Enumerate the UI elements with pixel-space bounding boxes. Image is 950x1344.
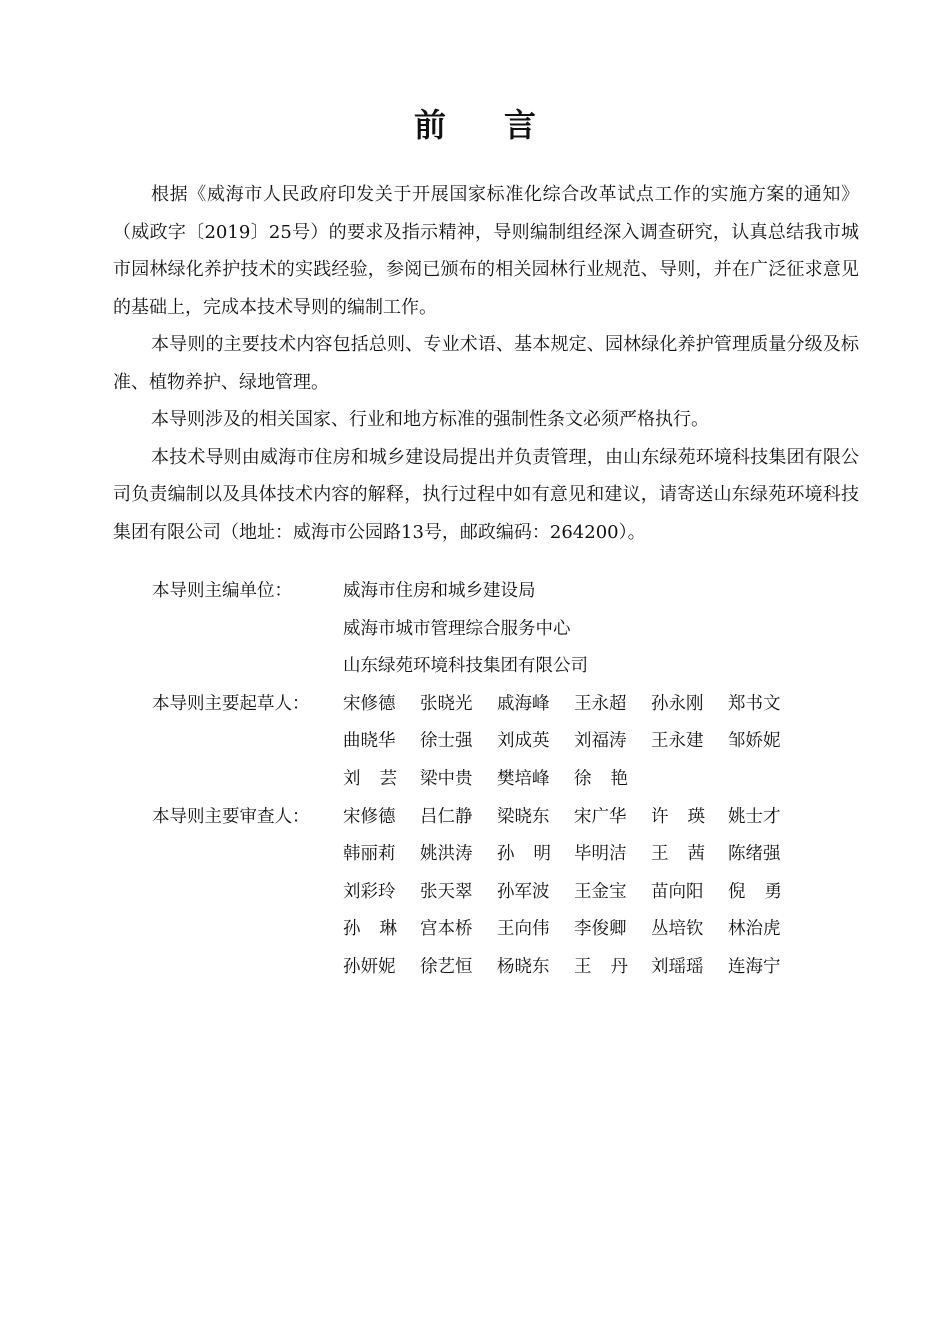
person-name: 刘芸 xyxy=(343,768,416,789)
editor-unit: 威海市住房和城乡建设局 xyxy=(343,581,536,601)
person-name: 王丹 xyxy=(574,956,647,977)
person-name: 宋修德 xyxy=(343,806,396,827)
person-name: 孙明 xyxy=(497,844,570,865)
person-name: 宫本桥 xyxy=(420,919,473,940)
person-name: 刘瑶瑶 xyxy=(651,956,704,977)
person-name: 连海宁 xyxy=(728,956,781,977)
drafters-label: 本导则主要起草人： xyxy=(152,693,310,714)
person-name: 徐艳 xyxy=(574,768,647,789)
person-name: 杨晓东 xyxy=(497,956,550,977)
person-name: 林治虎 xyxy=(728,919,781,940)
reviewers-label: 本导则主要审查人： xyxy=(152,806,310,827)
person-name: 许瑛 xyxy=(651,806,724,827)
person-name: 倪勇 xyxy=(728,881,801,902)
editor-unit: 山东绿苑环境科技集团有限公司 xyxy=(343,656,588,677)
person-name: 王永建 xyxy=(651,731,704,752)
editor-unit: 威海市城市管理综合服务中心 xyxy=(343,618,571,639)
person-name: 苗向阳 xyxy=(651,881,704,902)
person-name: 徐士强 xyxy=(420,731,473,752)
person-name: 张晓光 xyxy=(420,693,473,714)
person-name: 孙永刚 xyxy=(651,693,704,714)
person-name: 曲晓华 xyxy=(343,731,396,752)
reviewers-row xyxy=(152,799,852,987)
person-name: 孙军波 xyxy=(497,881,550,902)
person-name: 王金宝 xyxy=(574,881,627,902)
person-name: 张天翠 xyxy=(420,881,473,902)
person-name: 戚海峰 xyxy=(497,693,550,714)
person-name: 邹娇妮 xyxy=(728,731,781,752)
person-name: 樊培峰 xyxy=(497,768,550,789)
person-name: 毕明洁 xyxy=(574,844,627,865)
person-name: 李俊卿 xyxy=(574,919,627,940)
person-name: 刘福涛 xyxy=(574,731,627,752)
person-name: 宋广华 xyxy=(574,806,627,827)
reviewers-list xyxy=(343,799,852,987)
person-name: 韩丽莉 xyxy=(343,844,396,865)
person-name: 孙琳 xyxy=(343,919,416,940)
person-name: 陈绪强 xyxy=(728,844,781,865)
preface-paragraph: 本技术导则由威海市住房和城乡建设局提出并负责管理，由山东绿苑环境科技集团有限公司负责编制以及具体技术内容的解释，执行过程中如有意见和建议，请寄送山东绿苑环境科技集团有限公司（地址：威海市公园路13号，邮政编码：264200）。 xyxy=(113,446,859,543)
person-name: 丛培钦 xyxy=(651,919,704,940)
person-name: 吕仁静 xyxy=(420,806,473,827)
editor-units-row xyxy=(152,573,852,686)
preface-paragraph: 根据《威海市人民政府印发关于开展国家标准化综合改革试点工作的实施方案的通知》（威政字〔2019〕25号）的要求及指示精神，导则编制组经深入调查研究，认真总结我市城市园林绿化养护技术的实践经验，参阅已颁布的相关园林行业规范、导则，并在广泛征求意见的基础上，完成本技术导则的编制工作。 xyxy=(113,184,859,318)
page-title: 前言 xyxy=(413,106,594,144)
person-name: 宋修德 xyxy=(343,693,396,714)
drafters-list xyxy=(343,686,852,799)
person-name: 梁中贵 xyxy=(420,768,473,789)
person-name: 姚洪涛 xyxy=(420,844,473,865)
credits-section xyxy=(152,573,852,987)
person-name: 王茜 xyxy=(651,844,724,865)
preface-body xyxy=(113,176,859,551)
editor-units-label: 本导则主编单位： xyxy=(152,581,292,601)
person-name: 姚士才 xyxy=(728,806,781,827)
person-name: 王向伟 xyxy=(497,919,550,940)
preface-paragraph: 本导则的主要技术内容包括总则、专业术语、基本规定、园林绿化养护管理质量分级及标准、植物养护、绿地管理。 xyxy=(113,334,859,393)
drafters-row xyxy=(152,686,852,799)
person-name: 梁晓东 xyxy=(497,806,550,827)
preface-paragraph: 本导则涉及的相关国家、行业和地方标准的强制性条文必须严格执行。 xyxy=(151,409,709,430)
person-name: 郑书文 xyxy=(728,693,781,714)
person-name: 刘成英 xyxy=(497,731,550,752)
person-name: 刘彩玲 xyxy=(343,881,396,902)
person-name: 王永超 xyxy=(574,693,627,714)
editor-units-list xyxy=(343,573,852,686)
person-name: 徐艺恒 xyxy=(420,956,473,977)
person-name: 孙妍妮 xyxy=(343,956,396,977)
